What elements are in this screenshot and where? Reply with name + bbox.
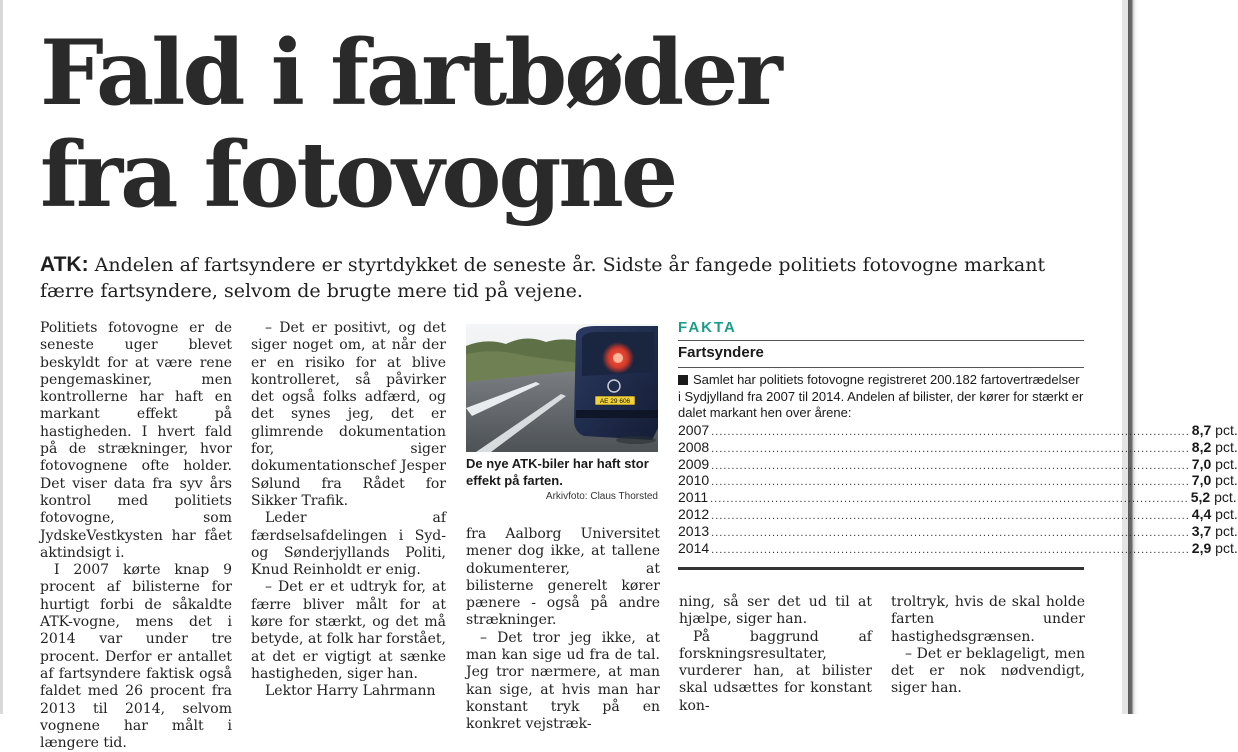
fakta-unit: pct. (1215, 422, 1238, 438)
article-column-4 (679, 594, 872, 715)
body-paragraph: – Det tror jeg ikke, at man kan sige ud fra de tal. Jeg tror nærmere, at man kan sige, at hvis man har konstant tryk på en konkret vejstræk- (466, 629, 660, 733)
news-photo (466, 324, 658, 452)
leader-dots: ...................................................................................................................... (711, 526, 1190, 539)
fakta-value: 8,2 (1191, 438, 1212, 455)
fakta-intro (678, 372, 1084, 422)
fakta-year: 2012 (678, 505, 710, 522)
photo-caption: De nye ATK-biler har haft stor effekt på farten. (466, 456, 649, 488)
body-paragraph: – Det er positivt, og det siger noget om, at når der er en risiko for at blive kontrolleret, så påvirker det også folks adfærd, og det synes jeg, det er glimrende dokumentation for, siger dokumentationschef Jesper Sølund fra Rådet for Sikker Trafik. (251, 320, 446, 509)
fakta-year: 2014 (678, 539, 710, 556)
article-column-2 (251, 320, 446, 701)
fakta-unit: pct. (1215, 522, 1238, 539)
body-paragraph: Leder af færdselsafdelingen i Syd- og Sønderjyllands Politi, Knud Reinholdt er enig. (251, 510, 446, 579)
body-paragraph: Lektor Harry Lahrmann (265, 683, 436, 700)
fakta-unit: pct. (1215, 505, 1238, 522)
body-paragraph: ning, så ser det ud til at hjælpe, siger han. (679, 594, 872, 628)
fakta-year: 2010 (678, 472, 710, 489)
body-paragraph: – Det er beklageligt, men det er nok nødvendigt, siger han. (891, 645, 1085, 697)
body-paragraph: På baggrund af forskningsresultater, vurderer han, at bilister skal udsættes for konstant kon- (679, 628, 872, 714)
fakta-row (678, 438, 1238, 456)
fakta-bottom-rule (678, 567, 1084, 570)
leader-dots: ...................................................................................................................... (710, 493, 1189, 506)
fakta-unit: pct. (1214, 489, 1237, 506)
fakta-year: 2008 (678, 438, 710, 455)
fakta-title: Fartsyndere (678, 344, 764, 361)
fakta-row (678, 455, 1238, 473)
scan-margin (1122, 0, 1154, 714)
leader-dots: ...................................................................................................................... (711, 543, 1190, 556)
body-paragraph: troltryk, hvis de skal holde farten under hastighedsgrænsen. (891, 594, 1085, 645)
fakta-unit: pct. (1215, 438, 1238, 455)
fakta-row (678, 505, 1238, 523)
fakta-value: 3,7 (1191, 522, 1212, 539)
body-paragraph: – Det er et udtryk for, at færre bliver målt for at køre for stærkt, og det må betyde, at folk har forstået, at det er vigtigt at sænke hastigheden, siger han. (251, 579, 446, 682)
fakta-unit: pct. (1215, 455, 1238, 472)
fakta-value: 7,0 (1191, 455, 1212, 472)
article-column-1 (40, 320, 232, 752)
fakta-year: 2007 (678, 422, 710, 438)
fakta-value: 7,0 (1191, 472, 1212, 489)
fakta-divider (678, 340, 1084, 341)
lead-text: Andelen af fartsyndere er styrtdykket de seneste år. Sidste år fangede politiets fotovogne markant færre fartsyndere, selvom de brugte mere tid på vejene. (40, 254, 1046, 302)
leader-dots: ...................................................................................................................... (711, 442, 1190, 455)
headline: Fald i fartbøder fra fotovogne (40, 20, 780, 228)
fakta-table (678, 422, 1238, 556)
body-paragraph: fra Aalborg Universitet mener dog ikke, at tallene dokumenterer, at bilisterne generelt kører pænere - også på andre strækninger. (466, 526, 660, 629)
leader-dots: ...................................................................................................................... (711, 459, 1190, 472)
square-bullet-icon (678, 375, 688, 385)
fakta-year: 2011 (678, 489, 709, 506)
leader-dots: ...................................................................................................................... (711, 509, 1190, 522)
fakta-year: 2009 (678, 455, 710, 472)
fakta-value: 4,4 (1191, 505, 1212, 522)
article-column-5 (891, 594, 1085, 698)
lead-label: ATK: (40, 253, 89, 276)
fakta-value: 8,7 (1191, 422, 1212, 438)
fakta-row (678, 472, 1238, 489)
fakta-row (678, 422, 1238, 439)
fakta-value: 5,2 (1190, 489, 1211, 506)
fakta-year: 2013 (678, 522, 710, 539)
body-paragraph: Politiets fotovogne er de seneste uger blevet beskyldt for at være rene pengemaskiner, men kontrollerne har haft en markant effekt på hastigheden. I hvert fald på de strækninger, hvor fotovognene ofte holder. Det viser data fra syv års kontrol med politiets fotovogne, som JydskeVestkysten har fået aktindsigt i. (40, 320, 232, 561)
fakta-row (678, 539, 1238, 557)
fakta-label: FAKTA (678, 319, 737, 336)
page-edge (0, 0, 3, 714)
fakta-unit: pct. (1215, 472, 1238, 489)
article-column-3 (466, 526, 660, 734)
body-paragraph: I 2007 kørte knap 9 procent af bilisterne for hurtigt forbi de såkaldte ATK-vogne, mens det i 2014 var under tre procent. Derfor er antallet af fartsyndere faktisk også faldet med 26 procent fra 2013 til 2014, selvom vognene har målt i længere tid. (40, 562, 232, 752)
leader-dots: ...................................................................................................................... (711, 476, 1190, 489)
leader-dots: ...................................................................................................................... (711, 426, 1190, 438)
fakta-value: 2,9 (1191, 539, 1212, 556)
fakta-row (678, 522, 1238, 540)
fakta-divider (678, 367, 1084, 368)
photo-credit: Arkivfoto: Claus Thorsted (545, 491, 658, 502)
fakta-unit: pct. (1215, 539, 1238, 556)
license-plate: AE 29 606 (599, 398, 631, 405)
fakta-intro-text: Samlet har politiets fotovogne registreret 200.182 fartovertrædelser i Sydjylland fra 2007 til 2014. Andelen af bilister, der kører for stærkt er dalet markant hen over årene: (678, 372, 1084, 420)
lead-paragraph (40, 252, 1050, 304)
fakta-row (678, 489, 1237, 506)
